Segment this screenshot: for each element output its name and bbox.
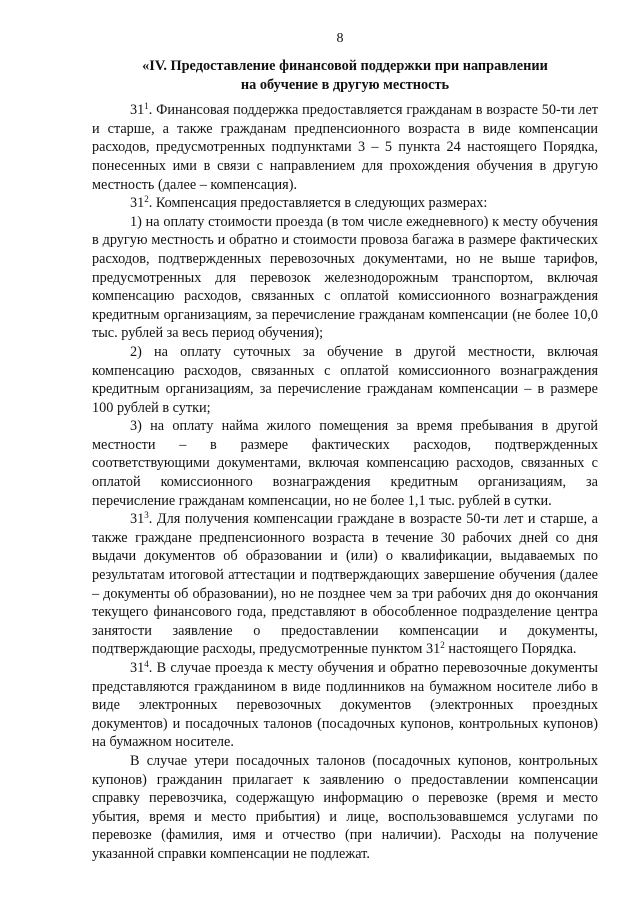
paragraph-text: 3) на оплату найма жилого помещения за время пребывания в другой местности – в размере фактических расходов, подтвержденных соответствующими документами, включая компенсацию расходов, связанных с оплатой комиссионного вознаграждения кредитным организациям, за перечисление гражданам компенсации, но не более 1,1 тыс. рублей в сутки. <box>92 418 598 509</box>
list-item-3 <box>92 417 598 510</box>
list-item-1 <box>92 213 598 343</box>
paragraph-lost-tickets <box>92 752 598 864</box>
paragraph-31-2 <box>92 194 598 213</box>
clause-superscript: 2 <box>144 194 149 205</box>
paragraph-text: . Финансовая поддержка предоставляется гражданам в возрасте 50-ти лет и старше, а также гражданам предпенсионного возраста в виде компенсации расходов, предусмотренных подпунктами 3 – 5 пункта 24 настоящего Порядка, понесенных ими в связи с направлением для прохождения обучения в другую местность (далее – компенсация). <box>92 102 598 193</box>
paragraph-text: 2) на оплату суточных за обучение в другой местности, включая компенсацию расходов, связанных с оплатой комиссионного вознаграждения кредитным организациям, за перечисление гражданам компенсации – в размере 100 рублей в сутки; <box>92 343 598 416</box>
section-title-line-2: на обучение в другую местность <box>240 76 450 93</box>
document-body <box>92 101 598 863</box>
clause-number: 31 <box>130 195 145 212</box>
paragraph-text: В случае утери посадочных талонов (посадочных купонов, контрольных купонов) гражданин прилагает к заявлению о предоставлении компенсации справку перевозчика, содержащую информацию о перевозке (время и место убытия, время и место прибытия) и лице, воспользовавшемся услугами по перевозке (фамилия, имя и отчество (при наличии). Расходы на получение указанной справки компенсации не подлежат. <box>92 752 598 862</box>
paragraph-text: . Компенсация предоставляется в следующих размерах: <box>148 195 488 212</box>
paragraph-text: . В случае проезда к месту обучения и обратно перевозочные документы представляются гражданином в виде подлинников на бумажном носителе либо в виде электронных перевозочных документов (электронных проездных документов) и посадочных талонов (посадочных купонов, контрольных купонов) на бумажном носителе. <box>92 660 598 751</box>
paragraph-text: 1) на оплату стоимости проезда (в том числе ежедневного) к месту обучения в другую местность и обратно и стоимости провоза багажа в размере фактических расходов, подтвержденных перевозочных документами, но не выше тарифов, предусмотренных для перевозок железнодорожным транспортом, включая компенсацию расходов, связанных с оплатой комиссионного вознаграждения кредитным организациям, за перечисление гражданам компенсации (не более 10,0 тыс. рублей за весь период обучения); <box>92 213 598 342</box>
clause-number: 31 <box>130 660 145 676</box>
paragraph-31-3 <box>92 510 598 659</box>
paragraph-text: . Для получения компенсации граждане в возрасте 50-ти лет и старше, а также граждане предпенсионного возраста в течение 30 рабочих дней со дня выдачи документов об образовании и (или) о квалификации, выдаваемых по результатам итоговой аттестации и подтверждающих завершение обучения (далее – документы об образовании), но не позднее чем за три рабочих дня до окончания текущего финансового года, представляют в обособленное подразделение центра занятости заявление о предоставлении компенсации и документы, подтверждающие расходы, предусмотренные пунктом 31 <box>92 511 598 658</box>
clause-number: 31 <box>130 102 145 119</box>
clause-number: 31 <box>130 511 145 528</box>
reference-superscript: 2 <box>440 640 445 651</box>
section-title <box>92 57 598 94</box>
paragraph-31-1 <box>92 101 598 194</box>
paragraph-31-4 <box>92 659 598 752</box>
clause-superscript: 3 <box>144 510 149 521</box>
clause-superscript: 1 <box>144 101 149 112</box>
clause-superscript: 4 <box>144 659 149 670</box>
document-page <box>92 30 598 864</box>
page-number: 8 <box>336 31 344 46</box>
section-title-line-1: «IV. Предоставление финансовой поддержки при направлении <box>142 58 548 74</box>
list-item-2 <box>92 343 598 417</box>
paragraph-tail: настоящего Порядка. <box>444 641 577 658</box>
